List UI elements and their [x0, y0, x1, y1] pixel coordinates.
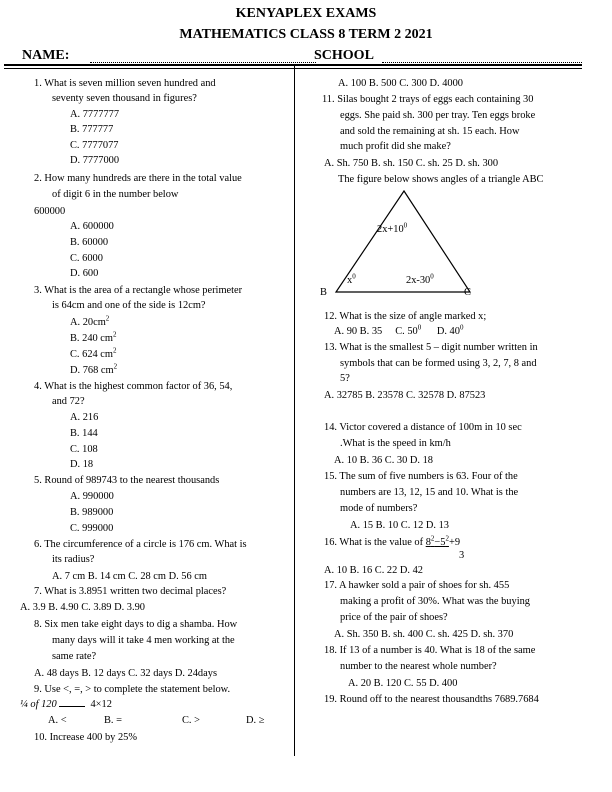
q1-option-c: C. 7777077 [70, 140, 119, 151]
q9-expression: ¼ of 120 4×12 [20, 699, 112, 710]
q15-stem-2: numbers are 13, 12, 15 and 10. What is the [340, 487, 519, 498]
q1-option-b: B. 777777 [70, 124, 114, 135]
vertex-b-label: B [320, 287, 327, 298]
q4-option-a: A. 216 [70, 412, 99, 423]
q3-option-b: B. 240 $cm^2$ [70, 330, 117, 344]
q8-stem-3: same rate? [52, 651, 97, 662]
q11-stem: 11. Silas bought 2 trays of eggs each containing 30 [322, 94, 534, 105]
name-blank[interactable] [90, 50, 316, 63]
q1-option-a: A. 7777777 [70, 109, 120, 120]
q5-option-a: A. 990000 [70, 491, 114, 502]
triangle-abc [336, 191, 470, 292]
figure-intro: The figure below shows angles of a triangle ABC [338, 174, 544, 185]
q2-stem: 2. How many hundreds are there in the total value [34, 173, 242, 184]
q2-option-d: D. 600 [70, 268, 99, 279]
q9-option-d: D. ≥ [246, 715, 265, 726]
q18-stem-2: number to the nearest whole number? [340, 661, 497, 672]
header-rule [4, 64, 582, 66]
q11-stem-3: and sold the remaining at sh. 15 each. How [340, 126, 520, 137]
q15-stem: 15. The sum of five numbers is 63. Four of the [324, 471, 518, 482]
q9-option-a: A. < [48, 715, 67, 726]
q7-stem: 7. What is 3.8951 written two decimal places? [34, 586, 227, 597]
q13-stem-3: 5? [340, 373, 350, 384]
column-divider [294, 66, 295, 756]
q3-option-d: D. 768 $cm^2$ [70, 362, 118, 376]
q14-options: A. 10 B. 36 C. 30 D. 18 [334, 455, 434, 466]
q17-options: A. Sh. 350 B. sh. 400 C. sh. 425 D. sh. 370 [334, 629, 514, 640]
q17-stem-2: making a profit of 30%. What was the buying [340, 596, 530, 607]
q8-stem-2: many days will it take 4 men working at the [52, 635, 235, 646]
q15-options: A. 15 B. 10 C. 12 D. 13 [350, 520, 450, 531]
left-angle-label: $x^0$ [347, 272, 356, 286]
top-angle-label: $2x+10^0$ [377, 221, 408, 235]
q4-option-d: D. 18 [70, 459, 94, 470]
q7-options: A. 3.9 B. 4.90 C. 3.89 D. 3.90 [20, 602, 145, 613]
q2-option-a: A. 600000 [70, 221, 114, 232]
school-label: SCHOOL [314, 48, 374, 63]
q13-stem: 13. What is the smallest 5 – digit number written in [324, 342, 538, 353]
q11-stem-4: much profit did she make? [340, 141, 451, 152]
q5-option-b: B. 989000 [70, 507, 114, 518]
q11-stem-2: eggs. She paid sh. 300 per tray. Ten eggs broke [340, 110, 536, 121]
q9-option-c: C. > [182, 715, 200, 726]
q1-stem-2: seventy seven thousand in figures? [52, 93, 197, 104]
right-angle-label: $2x-30^0$ [406, 272, 434, 286]
q13-options: A. 32785 B. 23578 C. 32578 D. 87523 [324, 390, 486, 401]
q4-stem: 4. What is the highest common factor of 36, 54, [34, 381, 233, 392]
exam-title: KENYAPLEX EXAMS [235, 6, 377, 21]
q12-stem: 12. What is the size of angle marked x; [324, 311, 487, 322]
q4-option-b: B. 144 [70, 428, 98, 439]
q6-stem-2: its radius? [52, 554, 95, 565]
q14-stem: 14. Victor covered a distance of 100m in 10 sec [324, 422, 522, 433]
q6-options: A. 7 cm B. 14 cm C. 28 cm D. 56 cm [52, 571, 207, 582]
q8-options: A. 48 days B. 12 days C. 32 days D. 24days [34, 668, 217, 679]
q1-option-d: D. 7777000 [70, 155, 120, 166]
q2-option-b: B. 60000 [70, 237, 109, 248]
q13-stem-2: symbols that can be formed using 3, 2, 7, 8 and [340, 358, 537, 369]
q4-option-c: C. 108 [70, 444, 98, 455]
q5-stem: 5. Round of 989743 to the nearest thousands [34, 475, 220, 486]
q3-option-a: A. $20cm^2$ [70, 314, 110, 328]
header-rule-thin [4, 68, 582, 69]
q10-stem: 10. Increase 400 by 25% [34, 732, 138, 743]
q9-option-b: B. = [104, 715, 122, 726]
q8-stem: 8. Six men take eight days to dig a shamba. How [34, 619, 238, 630]
school-blank[interactable] [382, 50, 582, 63]
q15-stem-3: mode of numbers? [340, 503, 418, 514]
q17-stem-3: price of the pair of shoes? [340, 612, 448, 623]
q18-options: A. 20 B. 120 C. 55 D. 400 [348, 678, 458, 689]
q11-options: A. Sh. 750 B. sh. 150 C. sh. 25 D. sh. 300 [324, 158, 499, 169]
exam-subtitle: MATHEMATICS CLASS 8 TERM 2 2021 [179, 27, 433, 42]
q18-stem: 18. If 13 of a number is 40. What is 18 of the same [324, 645, 536, 656]
q17-stem: 17. A hawker sold a pair of shoes for sh. 455 [324, 580, 510, 591]
q12-options: A. 90 B. 35 C. $50^0$ D. $40^0$ [334, 323, 464, 337]
q2-option-c: C. 6000 [70, 253, 103, 264]
q2-number: 600000 [34, 206, 66, 217]
q16-options: A. 10 B. 16 C. 22 D. 42 [324, 565, 424, 576]
q2-stem-2: of digit 6 in the number below [52, 189, 179, 200]
q10-options: A. 100 B. 500 C. 300 D. 4000 [338, 78, 463, 89]
q14-stem-2: .What is the speed in km/h [340, 438, 451, 449]
q3-stem: 3. What is the area of a rectangle whose perimeter [34, 285, 243, 296]
q3-stem-2: is 64cm and one of the side is 12cm? [52, 300, 206, 311]
q5-option-c: C. 999000 [70, 523, 114, 534]
vertex-c-label: C [464, 287, 471, 298]
q16-denominator: 3 [459, 550, 465, 561]
q4-stem-2: and 72? [52, 396, 85, 407]
q6-stem: 6. The circumference of a circle is 176 cm. What is [34, 539, 247, 550]
q9-stem: 9. Use <, =, > to complete the statement below. [34, 684, 231, 695]
triangle-figure [318, 188, 478, 300]
q19-stem: 19. Round off to the nearest thousandths 7689.7684 [324, 694, 539, 705]
q1-stem: 1. What is seven million seven hundred and [34, 78, 216, 89]
q16-stem: 16. What is the value of $8^2-5^2+9$ [324, 534, 461, 548]
name-label: NAME: [22, 48, 70, 63]
q3-option-c: C. 624 $cm^2$ [70, 346, 117, 360]
